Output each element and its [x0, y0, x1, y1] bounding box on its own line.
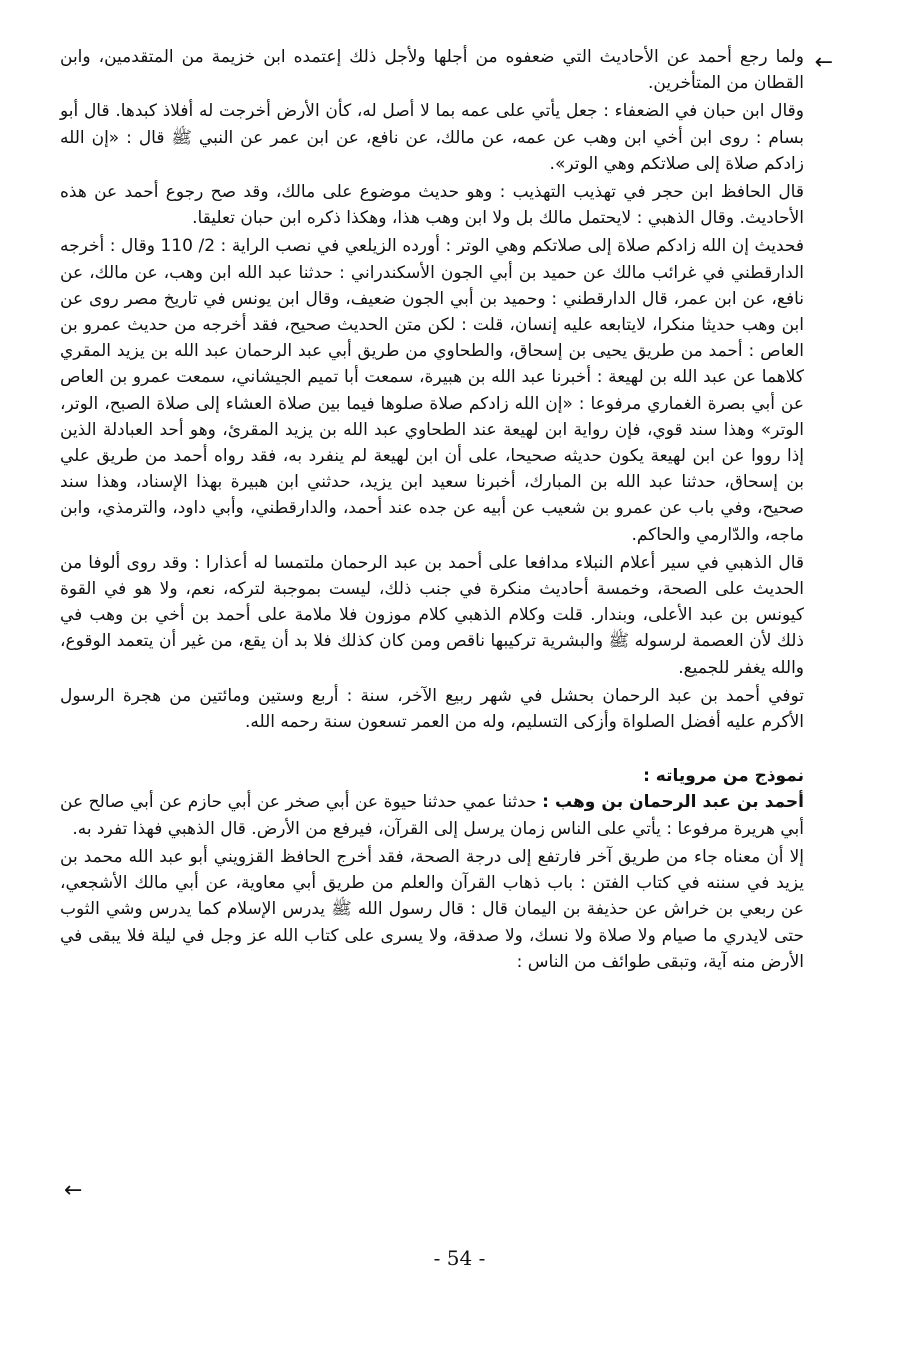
paragraph-6: توفي أحمد بن عبد الرحمان بحشل في شهر ربيع الآخر، سنة : أربع وستين ومائتين من هجرة الرسول الأكرم عليه أفضل الصلواة وأزكى التسليم، وله من العمر تسعون سنة رحمه الله. — [60, 685, 804, 733]
main-text-column — [60, 44, 804, 977]
paragraph-2: وقال ابن حبان في الضعفاء : جعل يأتي على عمه بما لا أصل له، كأن الأرض أخرجت له أفلاذ كبدها. قال أبو بسام : روى ابن أخي ابن وهب عن عمه، عن مالك، عن نافع، عن ابن عمر عن النبي ﷺ قال : «إن الله زادكم صلاة إلى صلاتكم وهي الوتر». — [60, 101, 804, 174]
paragraph-1: ولما رجع أحمد عن الأحاديث التي ضعفوه من أجلها ولأجل ذلك إعتمده ابن خزيمة من المتقدمين، وابن القطان من المتأخرين. — [60, 47, 804, 94]
continuation-arrow-icon: ← — [814, 50, 833, 75]
page-number: - 54 - — [433, 1246, 486, 1270]
narration-paragraph — [60, 789, 804, 841]
continuation-arrow-icon-bottom: ← — [64, 1178, 83, 1203]
narration-text: حدثنا عمي حدثنا حيوة عن أبي صخر عن أبي حازم عن أبي صالح عن أبي هريرة مرفوعا : يأتي على الناس زمان يرسل إلى القرآن، فيرفع من الأرض. قال الذهبي فهذا تفرد به. — [60, 792, 804, 839]
paragraph-3: قال الحافظ ابن حجر في تهذيب التهذيب : وهو حديث موضوع على مالك، وقد صح رجوع أحمد عن هذه الأحاديث. وقال الذهبي : لايحتمل مالك بل ولا ابن وهب هذا، وهكذا ذكره ابن حبان تعليقا. — [60, 182, 804, 229]
narrator-name: أحمد بن عبد الرحمان بن وهب : — [542, 792, 804, 813]
paragraph-5: قال الذهبي في سير أعلام النبلاء مدافعا على أحمد بن عبد الرحمان ملتمسا له أعذارا : وقد روى ألوفا من الحديث على الصحة، وخمسة أحاديث منكرة في جنب ذلك، ليست بموجبة لتركه، نعم، ولا هو في القوة كيونس بن عبد الأعلى، وبندار. قلت وكلام الذهبي كلام موزون فلا ملامة على أحمد بن أخي بن وهب في ذلك لأن العصمة لرسوله ﷺ والبشرية تركيبها ناقص ومن كان كذلك فلا بد أن يقع، من غير أن يتعمد الوقوع، والله يغفر للجميع. — [60, 552, 804, 678]
paragraph-4: فحديث إن الله زادكم صلاة إلى صلاتكم وهي الوتر : أورده الزيلعي في نصب الراية : 2/ 110 وقال : أخرجه الدارقطني في غرائب مالك عن حميد بن أبي الجون الأسكندراني : حدثنا عبد الله ابن وهب، عن مالك، عن نافع، عن ابن عمر، قال الدارقطني : وحميد بن أبي الجون ضعيف، وقال ابن يونس في تاريخ مصر روى عن ابن وهب حديثا منكرا، لايتابعه عليه إنسان، قلت : لكن متن الحديث صحيح، فقد أخرجه من حديث عمرو بن العاص : أحمد من طريق يحيى بن إسحاق، والطحاوي من طريق أبي عبد الرحمان عبد الله بن يزيد المقري كلاهما عن عبد الله بن لهيعة : أخبرنا عبد الله بن هبيرة، سمعت أبا تميم الجيشاني، سمعت عمرو بن العاص عن أبي بصرة الغماري مرفوعا : «إن الله زادكم صلاة صلوها فيما بين صلاة العشاء إلى صلاة الصبح، الوتر، الوتر» وهذا سند قوي، فإن رواية ابن لهيعة عند الطحاوي عبد الله بن يزيد المقرئ، وهو أحد العبادلة الذين إذا رووا عن ابن لهيعة يكون حديثه صحيحا، على أن ابن لهيعة لم ينفرد به، فقد رواه أحمد من طريق علي بن إسحاق، حدثنا عبد الله بن المبارك، أخبرنا سعيد ابن يزيد، حدثني ابن هبيرة بهذا الإسناد، وهذا سند صحيح، وفي باب عن عمرو بن شعيب عن أبيه عن جده عند أحمد، والدارقطني، وأبي داود، والترمذي، وابن ماجه، والدّارمي والحاكم. — [60, 236, 804, 545]
section-heading: نموذج من مروياته : — [643, 766, 804, 787]
closing-paragraph: إلا أن معناه جاء من طريق آخر فارتفع إلى درجة الصحة، فقد أخرج الحافظ القزويني أبو عبد الله محمد بن يزيد في سننه في كتاب الفتن : باب ذهاب القرآن والعلم من طريق أبي معاوية، عن أبي مالك الأشجعي، عن ربعي بن خراش عن حذيفة بن اليمان قال : قال رسول الله ﷺ يدرس الإسلام كما يدرس وشي الثوب حتى لايدري ما صيام ولا صلاة ولا نسك، ولا صدقة، ولا يسرى على كتاب الله عز وجل في ليلة فلا يبقى في الأرض منه آية، وتبقى طوائف من الناس : — [60, 846, 804, 972]
